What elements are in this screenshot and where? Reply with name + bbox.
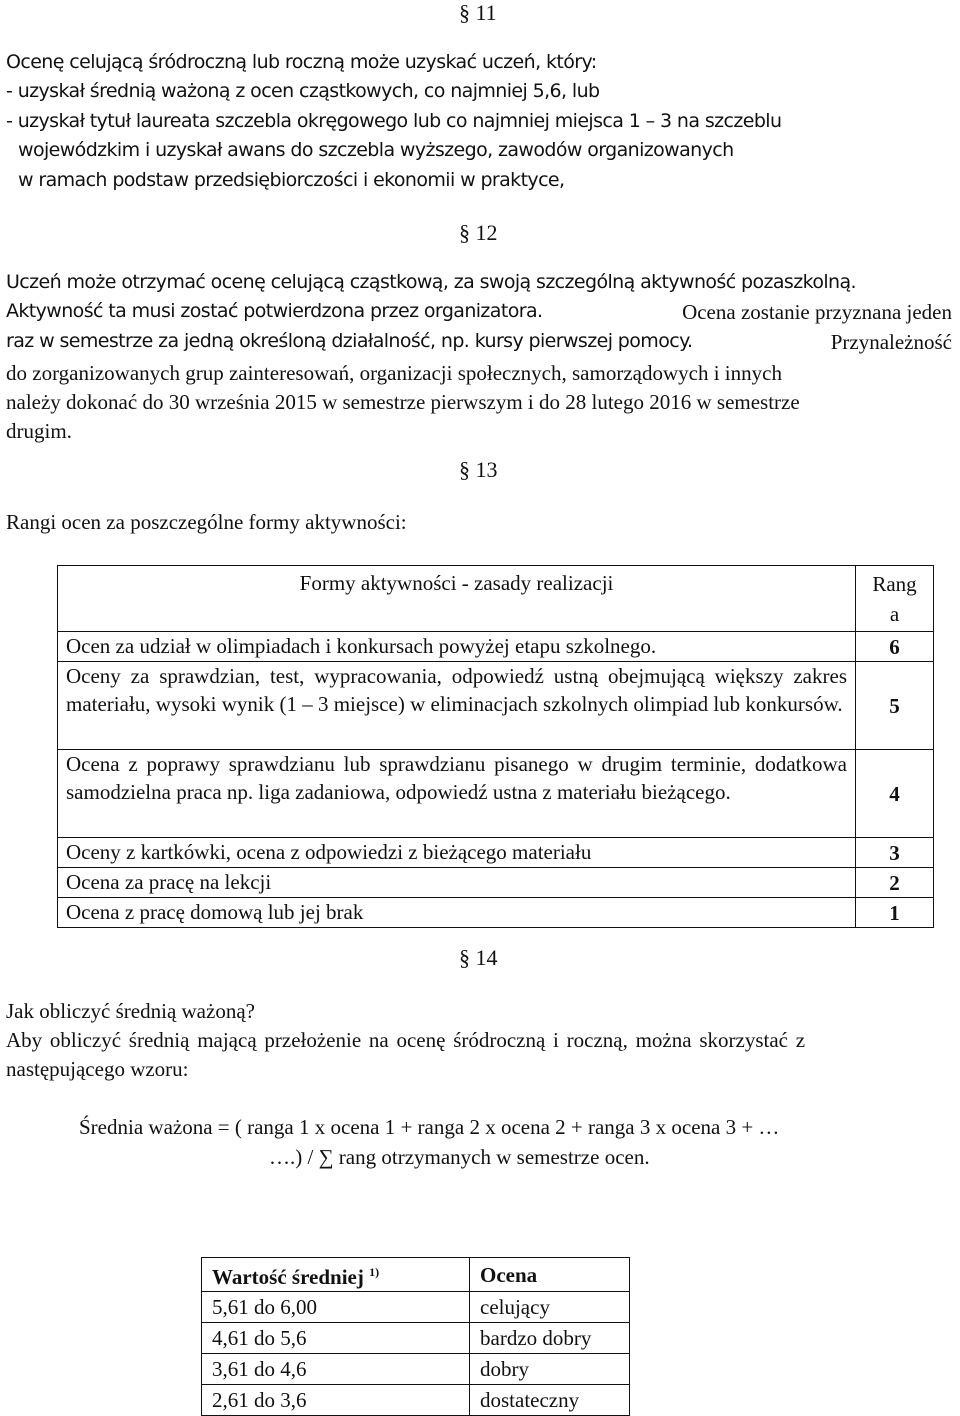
grade-range: 2,61 do 3,6 xyxy=(202,1385,470,1416)
rank-header-rank xyxy=(856,566,934,632)
rank-row-value: 4 xyxy=(856,750,934,838)
table-row xyxy=(58,750,934,838)
p11-line-1: Ocenę celującą śródroczną lub roczną może uzyskać uczeń, który: xyxy=(6,51,597,73)
rank-row-value: 1 xyxy=(856,898,934,928)
grade-header-value xyxy=(202,1258,470,1292)
p11-line-2: - uzyskał średnią ważoną z ocen cząstkowych, co najmniej 5,6, lub xyxy=(6,80,600,102)
grade-name: dobry xyxy=(470,1354,630,1385)
footnote-marker: 1) xyxy=(369,1265,380,1279)
table-row xyxy=(202,1292,630,1323)
p14-line-2: następującego wzoru: xyxy=(6,1057,189,1081)
table-row xyxy=(58,838,934,868)
p12-line-3a: raz w semestrze za jedną określoną działalność, np. kursy pierwszej pomocy. xyxy=(6,330,693,352)
p14-question: Jak obliczyć średnią ważoną? xyxy=(6,999,255,1023)
grade-table-header xyxy=(202,1258,630,1292)
grade-header-value-text: Wartość średniej xyxy=(212,1265,364,1289)
rank-table-header xyxy=(58,566,934,632)
section-13-heading: § 13 xyxy=(459,457,498,482)
grade-name: celujący xyxy=(470,1292,630,1323)
p12-line-4: do zorganizowanych grup zainteresowań, organizacji społecznych, samorządowych i innych xyxy=(6,361,782,385)
grade-range: 5,61 do 6,00 xyxy=(202,1292,470,1323)
p12-line-1: Uczeń może otrzymać ocenę celującą cząstkową, za swoją szczególną aktywność pozaszkolną. xyxy=(6,271,856,293)
rank-row-desc: Oceny za sprawdzian, test, wypracowania, odpowiedź ustną obejmującą większy zakres materiału, wysoki wynik (1 – 3 miejsce) w eliminacjach szkolnych olimpiad lub konkursów. xyxy=(58,662,856,750)
table-row xyxy=(202,1323,630,1354)
table-row xyxy=(58,868,934,898)
p14-line-1: Aby obliczyć średnią mającą przełożenie na ocenę śródroczną i roczną, można skorzystać z xyxy=(6,1028,806,1052)
formula-line-2: ….) / ∑ rang otrzymanych w semestrze ocen. xyxy=(269,1145,650,1169)
section-12-heading: § 12 xyxy=(459,220,498,245)
grade-name: dostateczny xyxy=(470,1385,630,1416)
p12-line-2b: Ocena zostanie przyznana jeden xyxy=(682,300,952,324)
rank-row-desc: Ocena z poprawy sprawdzianu lub sprawdzianu pisanego w drugim terminie, dodatkowa samodzielna praca np. liga zadaniowa, odpowiedź ustna z materiału bieżącego. xyxy=(58,750,856,838)
rank-row-value: 2 xyxy=(856,868,934,898)
rank-table xyxy=(57,565,934,928)
rank-header-rank-1: Rang xyxy=(872,572,917,596)
grade-header-grade: Ocena xyxy=(470,1258,630,1292)
table-row xyxy=(58,632,934,662)
grade-table xyxy=(201,1257,630,1416)
rank-row-desc: Ocena z pracę domową lub jej brak xyxy=(58,898,856,928)
rank-row-desc: Oceny z kartkówki, ocena z odpowiedzi z bieżącego materiału xyxy=(58,838,856,868)
p12-line-2 xyxy=(6,300,952,325)
p12-line-5: należy dokonać do 30 września 2015 w semestrze pierwszym i do 28 lutego 2016 w semestrze xyxy=(6,390,800,414)
grade-range: 4,61 do 5,6 xyxy=(202,1323,470,1354)
table-row xyxy=(58,898,934,928)
p13-intro: Rangi ocen za poszczególne formy aktywności: xyxy=(6,510,407,534)
rank-row-value: 5 xyxy=(856,662,934,750)
section-14-heading: § 14 xyxy=(459,945,498,970)
table-row xyxy=(202,1354,630,1385)
rank-row-value: 6 xyxy=(856,632,934,662)
rank-row-value: 3 xyxy=(856,838,934,868)
rank-header-desc: Formy aktywności - zasady realizacji xyxy=(58,566,856,632)
p12-line-3b: Przynależność xyxy=(830,330,952,354)
rank-header-rank-2: a xyxy=(889,602,900,626)
rank-row-desc: Ocena za pracę na lekcji xyxy=(58,868,856,898)
p11-line-4: wojewódzkim i uzyskał awans do szczebla wyższego, zawodów organizowanych xyxy=(18,139,734,161)
p11-line-3: - uzyskał tytuł laureata szczebla okręgowego lub co najmniej miejsca 1 – 3 na szczeblu xyxy=(6,110,782,132)
rank-row-desc: Ocen za udział w olimpiadach i konkursach powyżej etapu szkolnego. xyxy=(58,632,856,662)
formula-line-1: Średnia ważona = ( ranga 1 x ocena 1 + ranga 2 x ocena 2 + ranga 3 x ocena 3 + … xyxy=(79,1115,780,1139)
table-row xyxy=(58,662,934,750)
p12-line-6: drugim. xyxy=(6,419,72,443)
table-row xyxy=(202,1385,630,1416)
p12-line-2a: Aktywność ta musi zostać potwierdzona przez organizatora. xyxy=(6,300,543,322)
section-11-heading: § 11 xyxy=(459,0,497,25)
p11-line-5: w ramach podstaw przedsiębiorczości i ekonomii w praktyce, xyxy=(18,169,565,191)
grade-range: 3,61 do 4,6 xyxy=(202,1354,470,1385)
p12-line-3 xyxy=(6,330,952,355)
grade-name: bardzo dobry xyxy=(470,1323,630,1354)
